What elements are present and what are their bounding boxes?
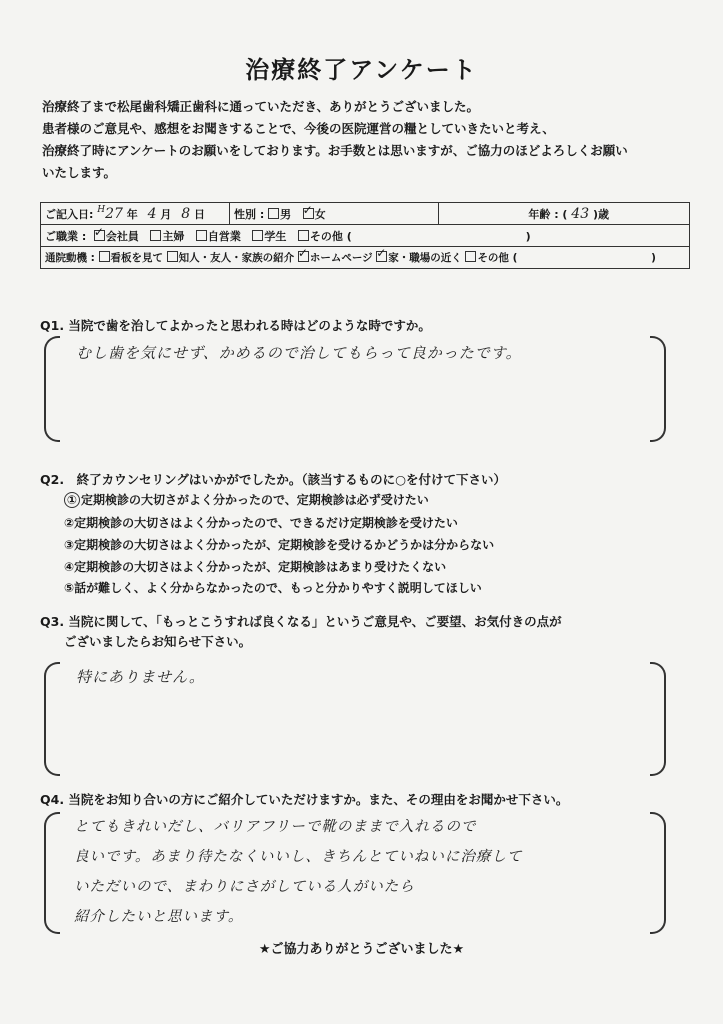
checkbox-icon <box>99 251 110 262</box>
option-text: 定期検診の大切さがよく分かったので、定期検診は必ず受けたい <box>81 493 429 507</box>
q4-answer[interactable] <box>74 812 654 932</box>
intro-text <box>42 96 692 184</box>
q4-answer-line: 良いです。あまり待たなくいいし、きちんとていねいに治療して <box>74 849 523 865</box>
gender-cell <box>230 203 439 225</box>
option-number: ④ <box>64 560 75 574</box>
left-bracket <box>44 812 60 934</box>
job-option-label: 学生 <box>264 229 287 243</box>
day-label: 日 <box>194 208 205 221</box>
info-row-date <box>41 203 690 225</box>
gender-male-label: 男 <box>280 207 292 221</box>
motive-option-label: 知人・友人・家族の紹介 <box>178 252 295 264</box>
gender-male-option[interactable] <box>268 208 291 221</box>
age-cell[interactable] <box>439 203 690 225</box>
q2-option-5[interactable] <box>64 578 482 599</box>
job-cell <box>41 225 690 247</box>
option-text: 定期検診の大切さはよく分かったので、できるだけ定期検診を受けたい <box>74 516 458 530</box>
q3-answer[interactable]: 特にありません。 <box>76 668 205 686</box>
gender-female-option[interactable] <box>303 208 326 221</box>
option-number: ⑤ <box>64 581 75 595</box>
q4-answer-line: とてもきれいだし、バリアフリーで靴のままで入れるので <box>74 819 477 835</box>
age-value: 43 <box>571 205 590 222</box>
date-cell[interactable] <box>41 203 230 225</box>
checkbox-checked-icon <box>376 251 387 262</box>
q2-option-1[interactable] <box>64 490 429 511</box>
q2-option-2[interactable] <box>64 513 458 534</box>
job-option-self-employed[interactable] <box>196 230 241 243</box>
q3-question-line2: ございましたらお知らせ下さい。 <box>64 634 252 649</box>
right-bracket <box>650 336 666 442</box>
date-day: 8 <box>181 206 191 222</box>
motive-cell <box>41 247 690 269</box>
checkbox-icon <box>196 230 207 241</box>
date-month: 4 <box>147 206 157 222</box>
q4-answer-line: いただいので、まわりにさがしている人がいたら <box>74 879 415 895</box>
q1-question: Q1. 当院で歯を治してよかったと思われる時はどのような時ですか。 <box>40 318 431 333</box>
job-other-close: ) <box>525 229 531 243</box>
month-label: 月 <box>160 208 172 221</box>
job-label: ご職業 : <box>45 229 87 243</box>
checkbox-icon <box>268 208 279 219</box>
option-number: ③ <box>64 538 75 552</box>
motive-option-other[interactable] <box>465 252 517 264</box>
option-number: ② <box>64 516 75 530</box>
date-year: 27 <box>105 206 123 222</box>
age-label-open: 年齢 : ( <box>528 207 568 221</box>
motive-label: 通院動機 : <box>45 252 95 264</box>
motive-option-label: 家・職場の近く <box>388 252 462 264</box>
q2-question: Q2. 終了カウンセリングはいかがでしたか。（該当するものに○を付けて下さい） <box>40 472 506 487</box>
q4-answer-line: 紹介したいと思います。 <box>74 909 244 925</box>
intro-line: いたします。 <box>42 165 117 180</box>
intro-line: 治療終了時にアンケートのお願いをしております。お手数とは思いますが、ご協力のほどよろしくお願い <box>42 143 628 158</box>
left-bracket <box>44 336 60 442</box>
checkbox-checked-icon <box>303 208 314 219</box>
q1-answer[interactable]: むし歯を気にせず、かめるので治してもらって良かったです。 <box>76 344 522 362</box>
job-option-student[interactable] <box>252 230 286 243</box>
job-option-label: 主婦 <box>162 229 185 243</box>
option-text: 定期検診の大切さはよく分かったが、定期検診を受けるかどうかは分からない <box>74 538 495 552</box>
info-row-motive <box>41 247 690 269</box>
job-option-label: 自営業 <box>207 229 241 243</box>
footer-thanks: ★ご協力ありがとうございました★ <box>258 942 465 957</box>
checkbox-icon <box>167 251 178 262</box>
motive-option-homepage[interactable] <box>298 252 373 264</box>
intro-line: 患者様のご意見や、感想をお聞きすることで、今後の医院運営の糧としていきたいと考え、 <box>42 121 555 136</box>
info-row-job <box>41 225 690 247</box>
motive-option-signboard[interactable] <box>99 252 164 264</box>
page-title: 治療終了アンケート <box>245 56 478 84</box>
option-number: ① <box>64 492 80 508</box>
info-table <box>40 202 690 269</box>
job-option-label: その他 ( <box>309 229 352 243</box>
gender-label: 性別 : <box>234 207 265 221</box>
option-text: 話が難しく、よく分からなかったので、もっと分かりやすく説明してほしい <box>74 581 482 595</box>
checkbox-icon <box>150 230 161 241</box>
year-label: 年 <box>126 208 138 221</box>
checkbox-icon <box>298 230 309 241</box>
option-text: 定期検診の大切さはよく分かったが、定期検診はあまり受けたくない <box>74 560 447 574</box>
q4-question: Q4. 当院をお知り合いの方にご紹介していただけますか。また、その理由をお聞かせ下さい。 <box>40 792 569 807</box>
date-label: ご記入日: <box>45 208 94 221</box>
job-option-other[interactable] <box>298 230 352 243</box>
motive-option-nearby[interactable] <box>376 252 462 264</box>
checkbox-icon <box>465 251 476 262</box>
checkbox-icon <box>252 230 263 241</box>
job-option-housewife[interactable] <box>150 230 184 243</box>
intro-line: 治療終了まで松尾歯科矯正歯科に通っていただき、ありがとうございました。 <box>42 99 480 114</box>
date-era: H <box>97 205 106 215</box>
motive-option-label: 看板を見て <box>110 252 164 264</box>
gender-female-label: 女 <box>314 207 326 221</box>
q3-question-line1: Q3. 当院に関して、「もっとこうすれば良くなる」というご意見や、ご要望、お気付きの点が <box>40 614 562 629</box>
motive-option-label: ホームページ <box>309 252 373 264</box>
motive-option-referral[interactable] <box>167 252 295 264</box>
q2-option-4[interactable] <box>64 557 446 578</box>
checkbox-checked-icon <box>94 230 105 241</box>
q2-option-3[interactable] <box>64 535 494 556</box>
job-option-label: 会社員 <box>105 229 139 243</box>
motive-other-close: ) <box>651 252 656 264</box>
motive-option-label: その他 ( <box>477 252 518 264</box>
job-option-employee[interactable] <box>94 230 139 243</box>
left-bracket <box>44 662 60 776</box>
right-bracket <box>650 662 666 776</box>
checkbox-checked-icon <box>298 251 309 262</box>
age-label-close: )歳 <box>592 207 609 221</box>
